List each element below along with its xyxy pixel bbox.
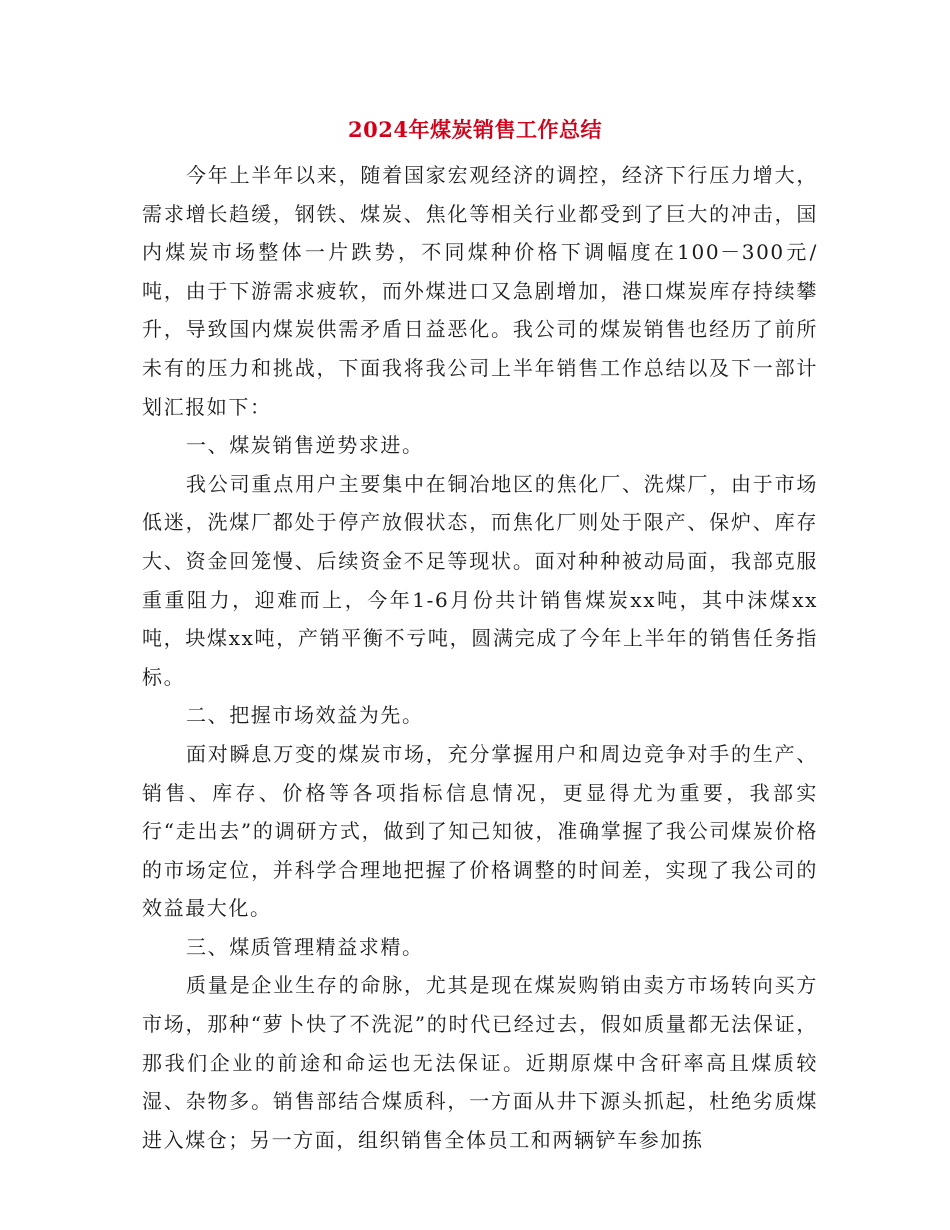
document-body [142, 156, 818, 1159]
paragraph-section-1: 我公司重点用户主要集中在铜冶地区的焦化厂、洗煤厂，由于市场低迷，洗煤厂都处于停产放假状态，而焦化厂则处于限产、保炉、库存大、资金回笼慢、后续资金不足等现状。面对种种被动局面，我部克服重重阻力，迎难而上，今年1-6月份共计销售煤炭xx吨，其中沫煤xx吨，块煤xx吨，产销平衡不亏吨，圆满完成了今年上半年的销售任务指标。 [142, 471, 818, 689]
section-heading-3: 三、煤质管理精益求精。 [186, 934, 424, 959]
section-heading-1: 一、煤炭销售逆势求进。 [186, 433, 424, 458]
document-title: 2024年煤炭销售工作总结 [348, 117, 602, 142]
section-heading-2: 二、把握市场效益为先。 [186, 703, 424, 728]
paragraph-section-3: 质量是企业生存的命脉，尤其是现在煤炭购销由卖方市场转向买方市场，那种“萝卜快了不洗泥”的时代已经过去，假如质量都无法保证，那我们企业的前途和命运也无法保证。近期原煤中含矸率高且煤质较湿、杂物多。销售部结合煤质科，一方面从井下源头抓起，杜绝劣质煤进入煤仓；另一方面，组织销售全体员工和两辆铲车参加拣 [142, 973, 818, 1152]
paragraph-intro: 今年上半年以来，随着国家宏观经济的调控，经济下行压力增大，需求增长趋缓，钢铁、煤炭、焦化等相关行业都受到了巨大的冲击，国内煤炭市场整体一片跌势，不同煤种价格下调幅度在100－300元/吨，由于下游需求疲软，而外煤进口又急剧增加，港口煤炭库存持续攀升，导致国内煤炭供需矛盾日益恶化。我公司的煤炭销售也经历了前所未有的压力和挑战，下面我将我公司上半年销售工作总结以及下一部计划汇报如下： [142, 163, 818, 419]
paragraph-section-2: 面对瞬息万变的煤炭市场，充分掌握用户和周边竞争对手的生产、销售、库存、价格等各项指标信息情况，更显得尤为重要，我部实行“走出去”的调研方式，做到了知己知彼，准确掌握了我公司煤炭价格的市场定位，并科学合理地把握了价格调整的时间差，实现了我公司的效益最大化。 [142, 741, 818, 921]
